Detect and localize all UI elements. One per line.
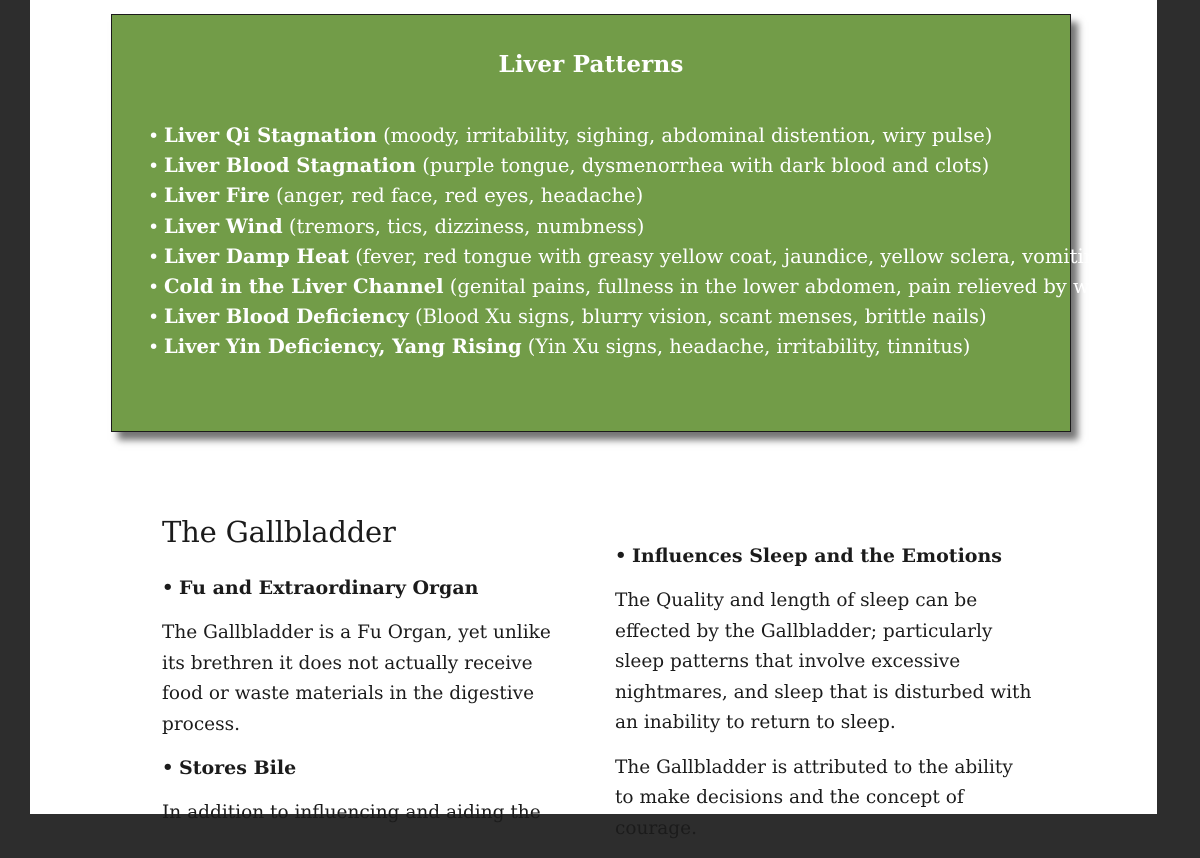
pattern-name: Liver Wind [164,214,283,238]
bullet-icon: • [148,155,160,178]
bullet-icon: • [148,336,160,359]
pattern-detail: (fever, red tongue with greasy yellow coat, jaundice, yellow sclera, vomiting) [349,244,1117,268]
paragraph: The Quality and length of sleep can be effected by the Gallbladder; particularly sleep patterns that involve excessive nightmares, and sleep that is disturbed with an inability to return to sleep. [615,590,1032,733]
pattern-detail: (anger, red face, red eyes, headache) [269,184,644,208]
bullet-icon: • [615,545,627,566]
callout-title: Liver Patterns [498,51,684,78]
pattern-name: Liver Fire [164,184,270,208]
pattern-name: Cold in the Liver Channel [164,274,444,298]
subheading-text: Influences Sleep and the Emotions [632,545,1002,567]
bullet-icon: • [148,245,160,268]
subheading [162,574,562,602]
pattern-detail: (Blood Xu signs, blurry vision, scant menses, brittle nails) [408,305,987,329]
pattern-detail: (Yin Xu signs, headache, irritability, tinnitus) [521,335,971,359]
subheading [162,754,562,782]
bullet-icon: • [148,185,160,208]
bullet-icon: • [148,306,160,329]
bullet-icon: • [148,215,160,238]
bullet-icon: • [148,275,160,298]
bullet-icon: • [148,125,160,147]
pattern-detail: (tremors, tics, dizziness, numbness) [282,214,645,238]
pattern-name: Liver Blood Stagnation [164,154,417,178]
pattern-name: Liver Damp Heat [164,244,349,268]
paragraph: In addition to influencing and aiding the [162,802,541,823]
pattern-name: Liver Qi Stagnation [164,124,377,147]
gallbladder-section [30,0,1157,839]
pattern-name: Liver Yin Deficiency, Yang Rising [164,335,522,359]
pattern-name: Liver Blood Deficiency [164,305,409,329]
subheading-text: Fu and Extraordinary Organ [179,577,479,599]
paragraph: The Gallbladder is attributed to the ability to make decisions and the concept of courage. [615,756,1013,839]
subheading [615,542,1035,570]
pattern-detail: (genital pains, fullness in the lower abdomen, pain relieved by warmth) [443,274,1158,298]
pattern-detail: (purple tongue, dysmenorrhea with dark blood and clots) [416,154,990,178]
bullet-icon: • [162,577,174,598]
left-column [162,510,562,843]
bullet-icon: • [162,757,174,778]
document-page [30,0,1158,839]
right-column [615,542,1035,858]
pattern-detail: (moody, irritability, sighing, abdominal distention, wiry pulse) [376,124,993,147]
paragraph: The Gallbladder is a Fu Organ, yet unlike its brethren it does not actually receive food or waste materials in the digestive process. [162,622,551,735]
subheading-text: Stores Bile [179,757,297,779]
section-title: The Gallbladder [162,515,396,549]
